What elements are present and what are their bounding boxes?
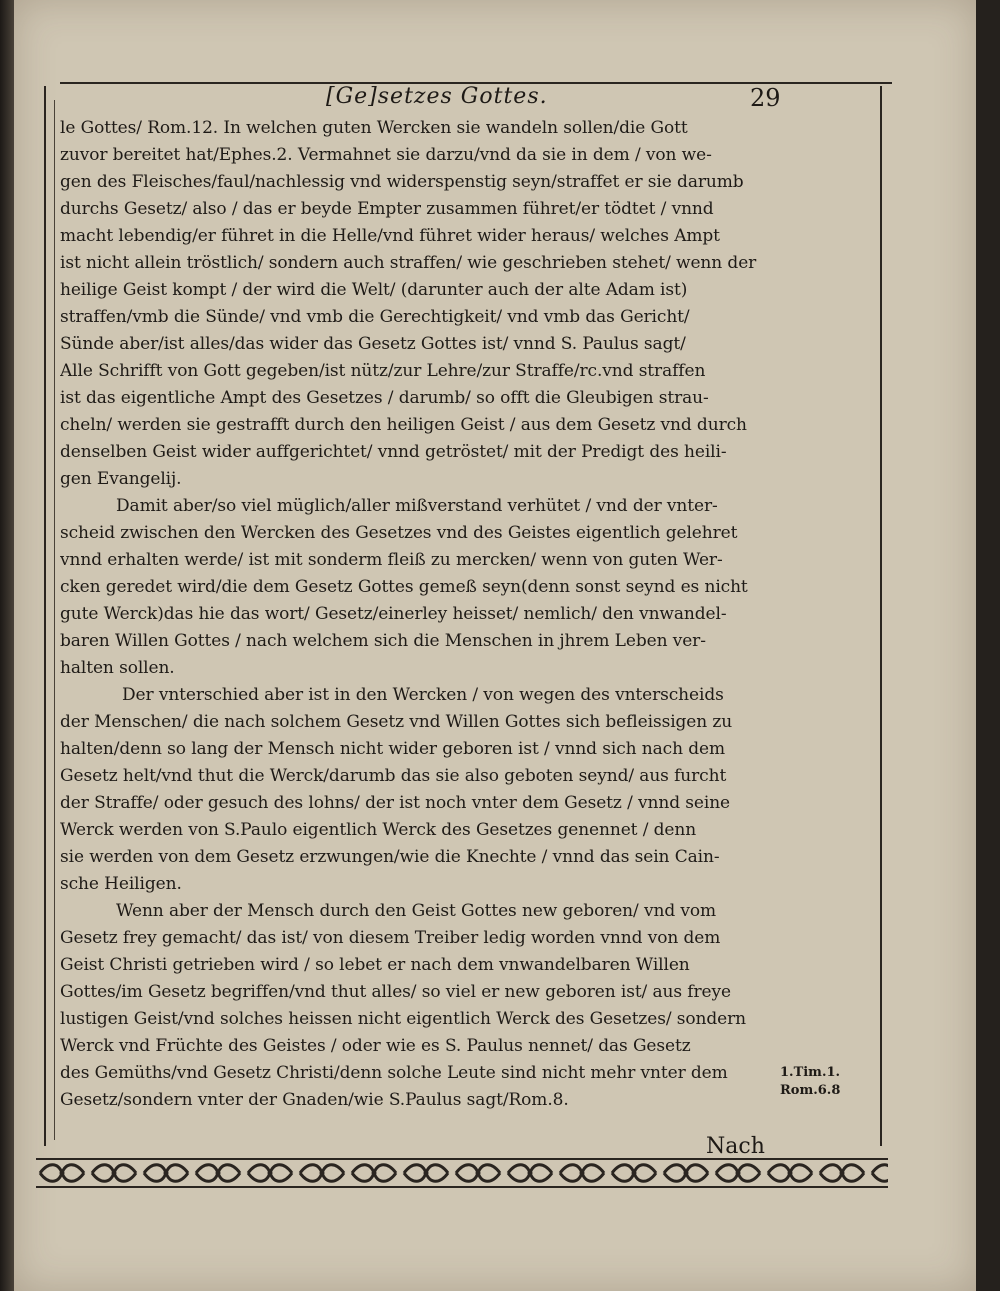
paragraph-start-line: Wenn aber der Mensch durch den Geist Gottes new geboren/ vnd vom [116,901,717,921]
text-line: cken geredet wird/die dem Gesetz Gottes gemeß seyn(denn sonst seynd es nicht [60,577,748,597]
text-line: Geist Christi getrieben wird / so lebet er nach dem vnwandelbaren Willen [60,955,690,975]
text-line: gute Werck)das hie das wort/ Gesetz/einerley heisset/ nemlich/ den vnwandel- [60,604,727,624]
text-line: sche Heiligen. [60,874,182,894]
text-line: der Straffe/ oder gesuch des lohns/ der ist noch vnter dem Gesetz / vnnd seine [60,793,731,813]
margin-note: 1.Tim.1. [780,1065,841,1080]
paragraph-start-line: Damit aber/so viel müglich/aller mißverstand verhütet / vnd der vnter- [116,496,718,516]
text-line: ist das eigentliche Ampt des Gesetzes / darumb/ so offt die Gleubigen strau- [60,388,709,408]
text-line: Werck werden von S.Paulo eigentlich Werck des Gesetzes genennet / denn [60,820,697,840]
text-line: Gesetz/sondern vnter der Gnaden/wie S.Paulus sagt/Rom.8. [60,1090,569,1110]
text-line: Gesetz frey gemacht/ das ist/ von diesem Treiber ledig worden vnnd von dem [60,928,721,948]
text-line: gen des Fleisches/faul/nachlessig vnd widerspenstig seyn/straffet er sie darumb [60,172,744,192]
text-line: cheln/ werden sie gestrafft durch den heiligen Geist / aus dem Gesetz vnd durch [60,415,747,435]
right-page-edge [976,0,1000,1291]
text-line: lustigen Geist/vnd solches heissen nicht eigentlich Werck des Gesetzes/ sondern [60,1009,747,1029]
body-text [60,115,790,1114]
ornamental-border [36,1158,888,1188]
text-line: heilige Geist kompt / der wird die Welt/ (darunter auch der alte Adam ist) [60,280,688,300]
catchword: Nach [706,1134,765,1159]
text-line: straffen/vmb die Sünde/ vnd vmb die Gerechtigkeit/ vnd vmb das Gericht/ [60,307,690,327]
text-line: des Gemüths/vnd Gesetz Christi/denn solche Leute sind nicht mehr vnter dem [60,1063,728,1083]
text-line: der Menschen/ die nach solchem Gesetz vnd Willen Gottes sich befleissigen zu [60,712,733,732]
text-line: le Gottes/ Rom.12. In welchen guten Wercken sie wandeln sollen/die Gott [60,118,688,138]
running-head: [Ge]setzes Gottes. [326,84,548,109]
text-line: baren Willen Gottes / nach welchem sich die Menschen in jhrem Leben ver- [60,631,706,651]
binding-edge [0,0,14,1291]
margin-notes [780,1064,840,1100]
page-header [60,84,802,114]
text-line: halten/denn so lang der Mensch nicht wider geboren ist / vnnd sich nach dem [60,739,726,759]
frame-rule-left [44,86,46,1146]
paragraph-start-line: Der vnterschied aber ist in den Wercken / von wegen des vnterscheids [122,685,724,705]
page-number: 29 [750,84,781,112]
text-line: Sünde aber/ist alles/das wider das Gesetz Gottes ist/ vnnd S. Paulus sagt/ [60,334,686,354]
frame-rule-right [880,86,882,1146]
inner-column-rule [54,100,55,1140]
text-line: denselben Geist wider auffgerichtet/ vnnd getröstet/ mit der Predigt des heili- [60,442,727,462]
text-line: vnnd erhalten werde/ ist mit sonderm fleiß zu mercken/ wenn von guten Wer- [60,550,723,570]
text-line: durchs Gesetz/ also / das er beyde Empter zusammen führet/er tödtet / vnnd [60,199,714,219]
text-line: zuvor bereitet hat/Ephes.2. Vermahnet sie darzu/vnd da sie in dem / von we- [60,145,712,165]
text-line: Gottes/im Gesetz begriffen/vnd thut alles/ so viel er new geboren ist/ aus freye [60,982,731,1002]
text-line: sie werden von dem Gesetz erzwungen/wie die Knechte / vnnd das sein Cain- [60,847,720,867]
text-line: Gesetz helt/vnd thut die Werck/darumb das sie also geboten seynd/ aus furcht [60,766,727,786]
text-line: scheid zwischen den Wercken des Gesetzes vnd des Geistes eigentlich gelehret [60,523,738,543]
text-line: ist nicht allein tröstlich/ sondern auch straffen/ wie geschrieben stehet/ wenn der [60,253,757,273]
text-line: Werck vnd Früchte des Geistes / oder wie es S. Paulus nennet/ das Gesetz [60,1036,691,1056]
margin-note: Rom.6.8 [780,1083,841,1098]
text-line: Alle Schrifft von Gott gegeben/ist nütz/zur Lehre/zur Straffe/rc.vnd straffen [60,361,706,381]
text-line: gen Evangelij. [60,469,182,489]
ornament-pattern [36,1160,888,1186]
text-line: macht lebendig/er führet in die Helle/vnd führet wider heraus/ welches Ampt [60,226,720,246]
text-line: halten sollen. [60,658,175,678]
